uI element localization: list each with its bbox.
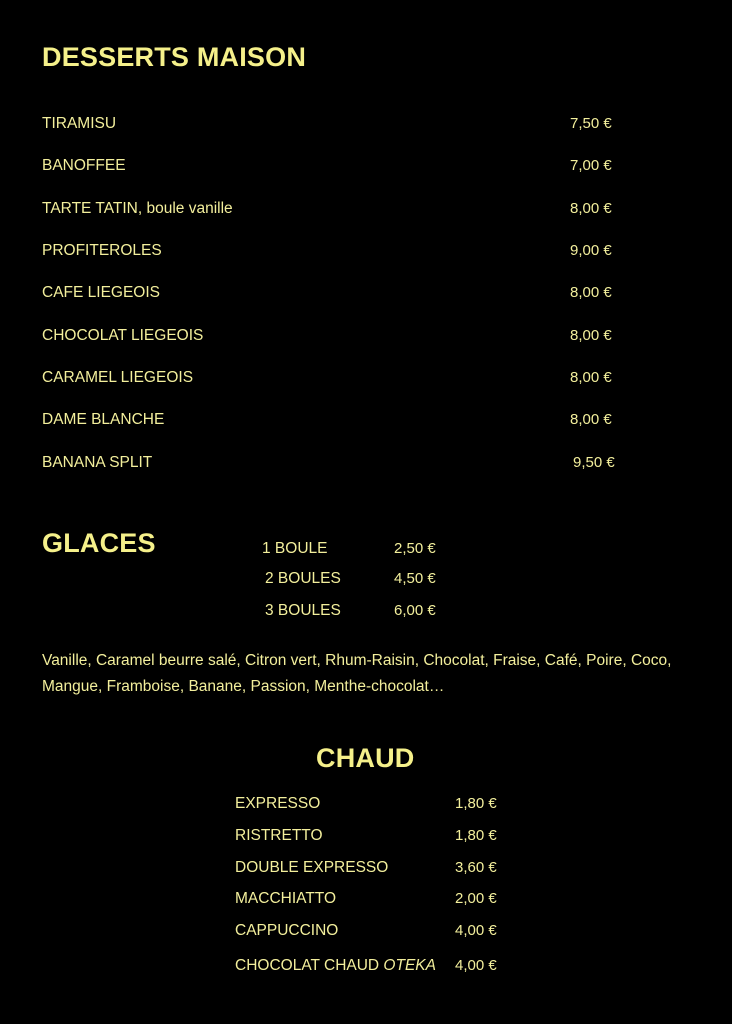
dessert-item-name: DAME BLANCHE	[42, 411, 165, 428]
glace-option-label: 1 BOULE	[262, 540, 328, 557]
dessert-item-name: CAFE LIEGEOIS	[42, 284, 161, 301]
glace-option-price: 2,50 €	[394, 540, 436, 557]
chaud-item-brand: OTEKA	[383, 957, 436, 974]
dessert-item-name: PROFITEROLES	[42, 242, 162, 259]
chaud-item-price: 2,00 €	[455, 890, 497, 907]
glace-option-price: 4,50 €	[394, 570, 436, 587]
chaud-item-name: RISTRETTO	[235, 827, 323, 844]
dessert-item-price: 8,00 €	[570, 284, 612, 301]
chaud-item-price: 1,80 €	[455, 795, 497, 812]
chaud-item-price: 1,80 €	[455, 827, 497, 844]
chaud-item-price: 4,00 €	[455, 957, 497, 974]
chaud-heading: CHAUD	[316, 743, 415, 773]
chaud-item-name: MACCHIATTO	[235, 890, 337, 907]
chaud-item-name: EXPRESSO	[235, 795, 321, 812]
glaces-heading: GLACES	[42, 528, 156, 558]
dessert-item-price: 9,00 €	[570, 242, 612, 259]
chaud-item-name-with-brand	[235, 957, 436, 975]
chaud-item-name: DOUBLE EXPRESSO	[235, 859, 389, 876]
chaud-item-name: CAPPUCCINO	[235, 922, 339, 939]
glace-flavors-text: Vanille, Caramel beurre salé, Citron vert, Rhum-Raisin, Chocolat, Fraise, Café, Poire, Coco, Mangue, Framboise, Banane, Passion, Menthe-chocolat…	[42, 652, 672, 695]
dessert-item-name: TIRAMISU	[42, 115, 117, 132]
dessert-item-price: 8,00 €	[570, 200, 612, 217]
dessert-item-name: BANANA SPLIT	[42, 454, 153, 471]
dessert-item-price: 8,00 €	[570, 411, 612, 428]
desserts-heading: DESSERTS MAISON	[42, 42, 307, 72]
chaud-item-name: CHOCOLAT CHAUD	[235, 957, 380, 974]
glace-option-label: 3 BOULES	[265, 602, 341, 619]
dessert-item-name: BANOFFEE	[42, 157, 126, 174]
glace-option-price: 6,00 €	[394, 602, 436, 619]
glace-option-label: 2 BOULES	[265, 570, 341, 587]
dessert-item-name: CARAMEL LIEGEOIS	[42, 369, 194, 386]
dessert-item-price: 7,00 €	[570, 157, 612, 174]
dessert-item-price: 8,00 €	[570, 327, 612, 344]
dessert-item-name: TARTE TATIN, boule vanille	[42, 200, 233, 217]
chaud-item-price: 4,00 €	[455, 922, 497, 939]
dessert-item-price: 7,50 €	[570, 115, 612, 132]
dessert-item-name: CHOCOLAT LIEGEOIS	[42, 327, 204, 344]
chaud-item-price: 3,60 €	[455, 859, 497, 876]
dessert-item-price: 9,50 €	[573, 454, 615, 471]
dessert-item-price: 8,00 €	[570, 369, 612, 386]
